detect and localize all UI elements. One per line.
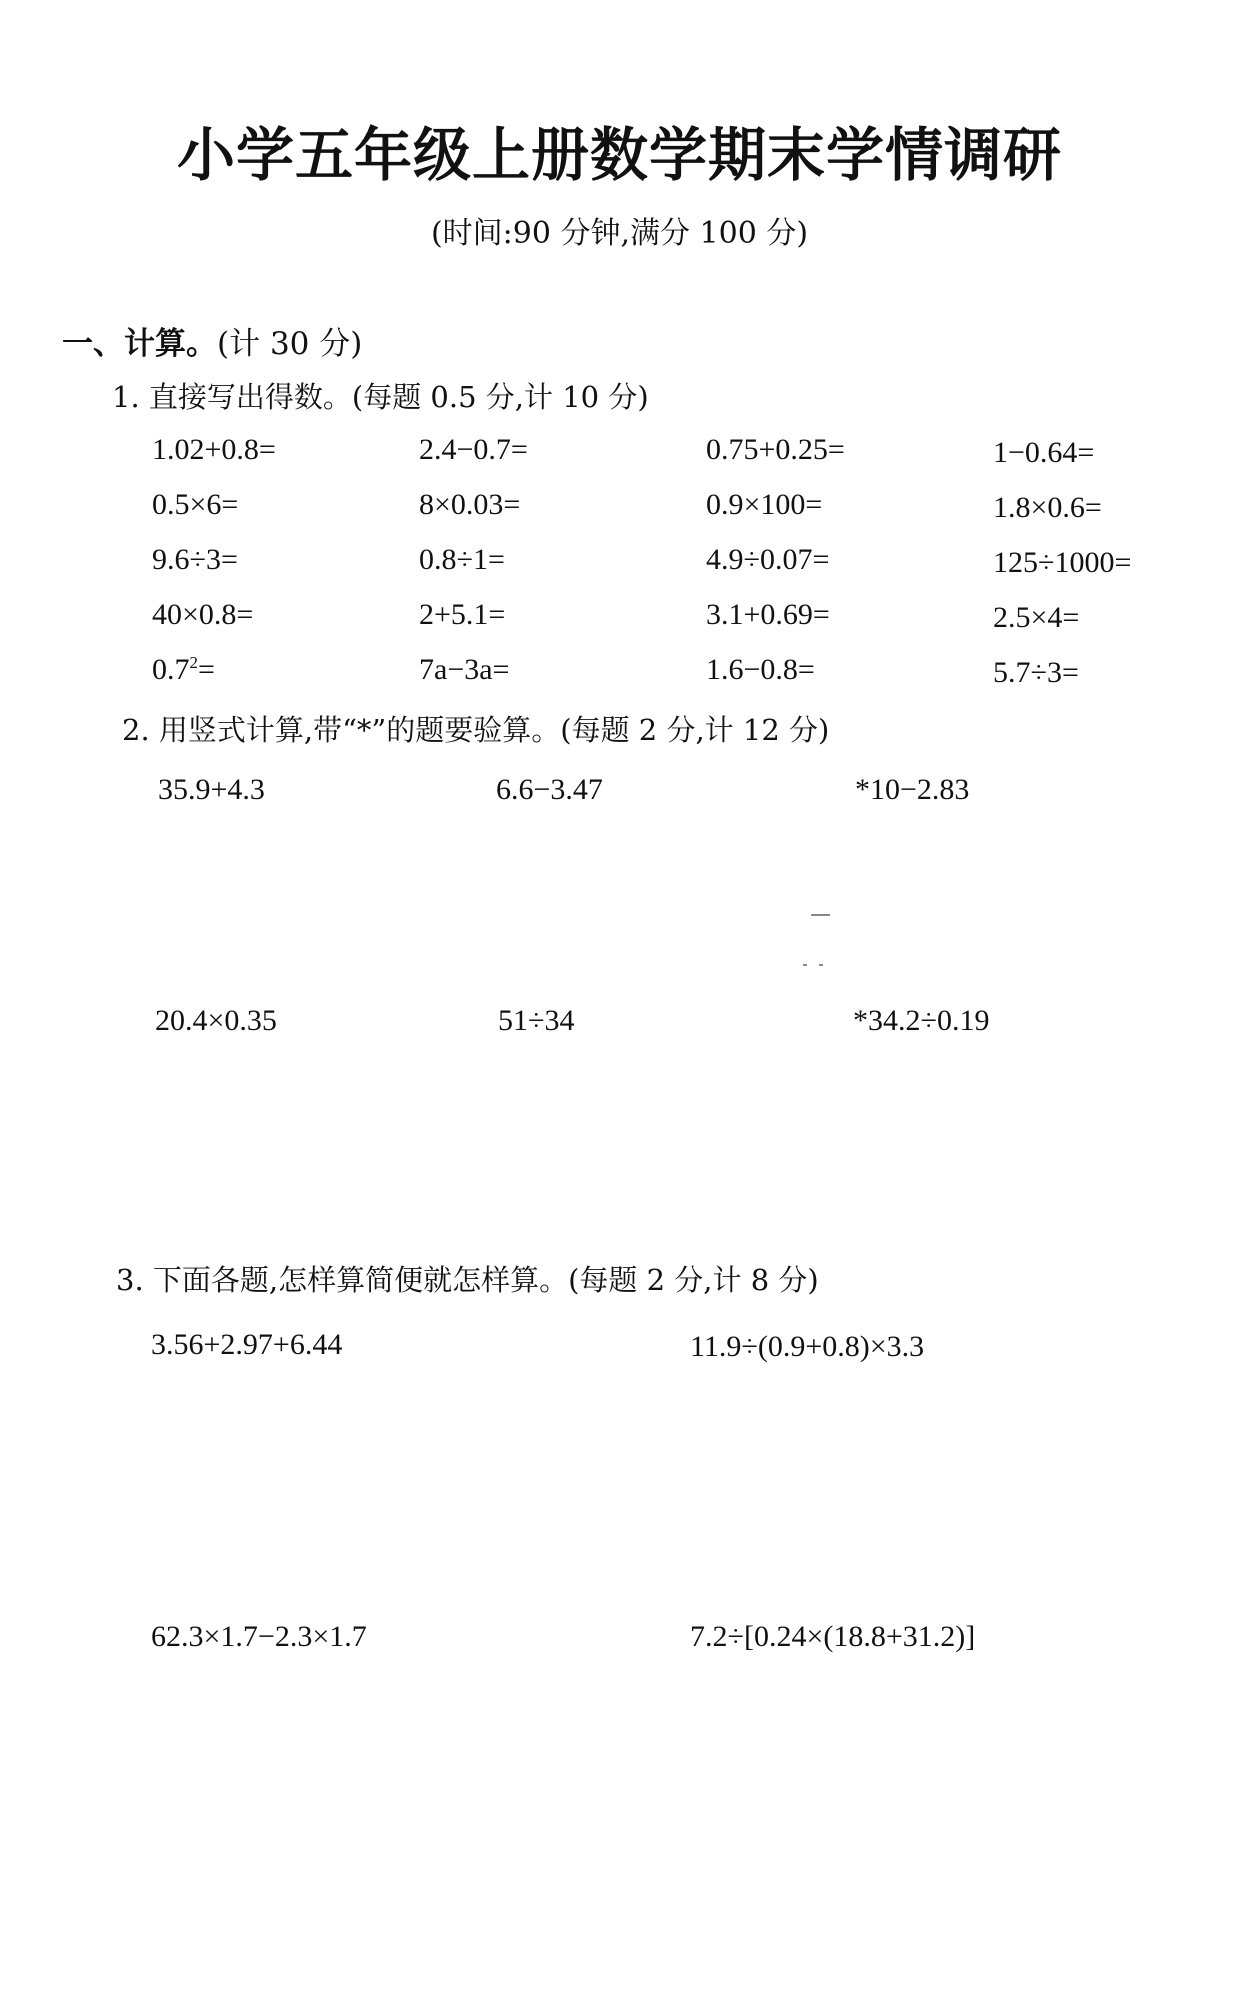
q2-problem: *34.2÷0.19 bbox=[853, 1004, 990, 1037]
q1-problem: 8×0.03= bbox=[419, 488, 521, 521]
q1-problem: 0.5×6= bbox=[152, 488, 239, 521]
power-base: 0.7 bbox=[152, 653, 190, 686]
q1-problem: 7a−3a= bbox=[419, 653, 510, 686]
section-1-title: 计算。 bbox=[124, 326, 217, 362]
section-1-number: 一、 bbox=[62, 326, 124, 362]
q1-problem bbox=[152, 653, 215, 687]
section-1-heading bbox=[62, 318, 362, 363]
q1-problem: 1.8×0.6= bbox=[993, 491, 1102, 524]
q1-problem: 0.75+0.25= bbox=[706, 433, 845, 466]
q3-problem: 62.3×1.7−2.3×1.7 bbox=[151, 1620, 367, 1653]
q1-heading: 1. 直接写出得数。(每题 0.5 分,计 10 分) bbox=[112, 380, 649, 414]
q2-problem: *10−2.83 bbox=[855, 773, 970, 806]
q1-problem: 2+5.1= bbox=[419, 598, 506, 631]
q1-problem: 40×0.8= bbox=[152, 598, 254, 631]
q1-problem: 0.8÷1= bbox=[419, 543, 505, 576]
q3-problem: 3.56+2.97+6.44 bbox=[151, 1328, 343, 1361]
q2-problem: 35.9+4.3 bbox=[158, 773, 265, 806]
q1-problem: 0.9×100= bbox=[706, 488, 823, 521]
q1-problem: 2.5×4= bbox=[993, 601, 1080, 634]
q2-problem: 51÷34 bbox=[498, 1004, 575, 1037]
q3-problem: 11.9÷(0.9+0.8)×3.3 bbox=[690, 1330, 925, 1363]
q1-problem: 3.1+0.69= bbox=[706, 598, 830, 631]
q2-heading: 2. 用竖式计算,带“*”的题要验算。(每题 2 分,计 12 分) bbox=[122, 713, 830, 747]
q1-problem: 4.9÷0.07= bbox=[706, 543, 830, 576]
q1-problem: 2.4−0.7= bbox=[419, 433, 528, 466]
q1-problem: 125÷1000= bbox=[993, 546, 1132, 579]
power-exponent: 2 bbox=[189, 653, 198, 672]
q2-problem: 6.6−3.47 bbox=[496, 773, 603, 806]
section-1-points: (计 30 分) bbox=[217, 326, 363, 362]
q1-problem: 1.02+0.8= bbox=[152, 433, 276, 466]
q1-problem: 1.6−0.8= bbox=[706, 653, 815, 686]
equals-sign: = bbox=[198, 653, 215, 686]
scan-speck bbox=[803, 964, 807, 966]
exam-info: (时间:90 分钟,满分 100 分) bbox=[430, 216, 809, 251]
q3-heading: 3. 下面各题,怎样算简便就怎样算。(每题 2 分,计 8 分) bbox=[116, 1263, 819, 1297]
q1-problem: 1−0.64= bbox=[993, 436, 1095, 469]
scan-speck bbox=[811, 914, 830, 916]
page-title: 小学五年级上册数学期末学情调研 bbox=[176, 121, 1062, 189]
scan-speck bbox=[819, 964, 823, 966]
q2-problem: 20.4×0.35 bbox=[155, 1004, 277, 1037]
q1-problem: 5.7÷3= bbox=[993, 656, 1079, 689]
q3-problem: 7.2÷[0.24×(18.8+31.2)] bbox=[690, 1620, 976, 1653]
q1-problem: 9.6÷3= bbox=[152, 543, 238, 576]
